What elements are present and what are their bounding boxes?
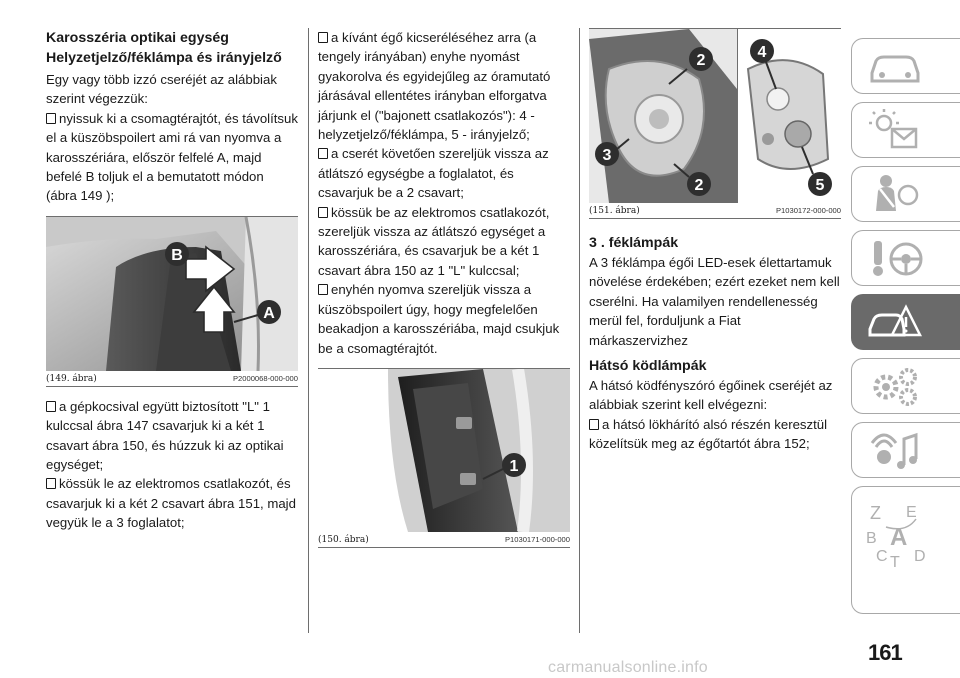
- fog-paragraph: A hátsó ködfényszóró égőinek cseréjét az alábbiak szerint kell elvégezni:: [589, 378, 833, 413]
- checkbox-bullet-icon: [318, 207, 328, 218]
- bullet-text: a cserét követően szereljük vissza az átlátszó egységbe a foglalatot, és csavarjuk be a 2 csavart;: [318, 146, 549, 201]
- alphabetical-index-icon: [866, 497, 936, 607]
- figure-149-caption: [46, 371, 298, 387]
- brake-paragraph: A 3 féklámpa égői LED-esek élettartamuk növelése érdekében; ezért ezeket nem kell cserélni. Ha valamilyen rendellenesség merül fel, forduljunk a Fiat márkaszervizhez: [589, 255, 840, 348]
- checkbox-bullet-icon: [318, 32, 328, 43]
- figure-149: [46, 216, 298, 387]
- figure-151-image: [589, 29, 841, 203]
- heading-fog-lights: Hátsó ködlámpák: [589, 358, 707, 375]
- checkbox-bullet-icon: [46, 113, 56, 124]
- figure-label-5: 5: [815, 177, 825, 194]
- tab-multimedia[interactable]: [851, 422, 960, 478]
- bullet-text: enyhén nyomva szereljük vissza a küszöbspoilert úgy, hogy megfelelően beakadjon a karosszériába, majd csukjuk be a csomagtérajtót.: [318, 282, 560, 356]
- bullet-item: [318, 28, 570, 144]
- index-letter: T: [890, 554, 900, 571]
- text-column-3: [589, 28, 841, 454]
- figure-label-a: A: [263, 304, 275, 322]
- figure-150-image: [318, 369, 570, 532]
- checkbox-bullet-icon: [318, 148, 328, 159]
- bullet-item: [46, 109, 298, 206]
- tab-seatbelt-airbag[interactable]: [851, 166, 960, 222]
- figure-151-inset: [737, 29, 841, 203]
- figure-number: (149. ábra): [46, 373, 97, 384]
- bullet-text: kössük le az elektromos csatlakozót, és csavarjuk ki a két 2 csavart ábra 151, majd vegyük le a 3 foglalatot;: [46, 476, 296, 531]
- tab-warning-lights[interactable]: [851, 102, 960, 158]
- checkbox-bullet-icon: [589, 419, 599, 430]
- bullet-text: kössük be az elektromos csatlakozót, szereljük vissza az átlátszó egységet a karosszériára, és csavarjuk be a két 1 csavart ábra 150 az 1 "L" kulccsal;: [318, 204, 550, 278]
- bullet-item: [318, 280, 570, 358]
- bullet-text: a hátsó lökhárító alsó részén keresztül közelítsük meg az égőtartót ábra 152;: [589, 416, 828, 452]
- figure-code: P1030171-000-000: [504, 534, 570, 544]
- warning-lights-icon: [866, 107, 926, 153]
- figure-label-1: 1: [509, 457, 519, 475]
- seatbelt-airbag-icon: [866, 171, 926, 217]
- tab-car-emergency[interactable]: [851, 294, 960, 350]
- index-letter: A: [890, 524, 908, 551]
- bullet-text: a gépkocsival együtt biztosított "L" 1 kulccsal ábra 147 csavarjuk ki a két 1 csavart ábra 150, és húzzuk ki az optikai egységet;: [46, 398, 284, 473]
- index-letter: Z: [870, 503, 881, 523]
- index-letter: E: [906, 504, 917, 521]
- watermark: carmanualsonline.info: [548, 659, 708, 676]
- figure-label-b: B: [171, 246, 183, 264]
- column-divider-2: [579, 28, 580, 633]
- figure-151-caption: [589, 203, 841, 219]
- index-letter: C: [876, 548, 888, 565]
- text-column-2: [318, 28, 570, 548]
- figure-150-caption: [318, 532, 570, 548]
- tab-car-dashboard[interactable]: [851, 38, 960, 94]
- heading-brake-lights: 3 . féklámpák: [589, 235, 679, 251]
- bullet-item: [318, 203, 570, 281]
- figure-number: (150. ábra): [318, 534, 369, 545]
- car-dashboard-icon: [866, 43, 926, 89]
- intro-paragraph: Egy vagy több izzó cseréjét az alábbiak szerint végezzük:: [46, 72, 277, 107]
- figure-number: (151. ábra): [589, 206, 640, 216]
- index-letter: D: [914, 548, 926, 565]
- figure-code: P1030172-000-000: [775, 206, 841, 215]
- key-steering-wheel-icon: [866, 235, 926, 281]
- subsection-title: Helyzetjelző/féklámpa és irányjelző: [46, 50, 282, 66]
- section-title: Karosszéria optikai egység: [46, 30, 229, 46]
- checkbox-bullet-icon: [318, 284, 328, 295]
- bullet-text: a kívánt égő kicseréléséhez arra (a tengely irányában) enyhe nyomást gyakorolva és egyidejűleg az óramutató járásával ellentétes irányban elforgatva járjunk el ("bajonett csatlakozós"): 4 - helyzetjelző/féklámpa, 5 - irányjelző;: [318, 30, 551, 143]
- checkbox-bullet-icon: [46, 401, 56, 412]
- figure-label-3: 3: [602, 147, 612, 164]
- bullet-item: [46, 474, 298, 532]
- figure-151: [589, 28, 841, 219]
- bullet-item: [589, 415, 841, 454]
- index-letter: B: [866, 530, 877, 547]
- figure-150: [318, 368, 570, 548]
- bullet-item: [46, 397, 298, 475]
- multimedia-icon: [866, 427, 926, 473]
- car-emergency-icon: [866, 299, 926, 345]
- figure-label-2-bottom: 2: [694, 177, 704, 194]
- tab-alphabetical-index[interactable]: [851, 486, 960, 614]
- tab-key-steering[interactable]: [851, 230, 960, 286]
- bullet-item: [318, 144, 570, 202]
- maintenance-gears-icon: [866, 363, 926, 409]
- column-divider-1: [308, 28, 309, 633]
- figure-code: P2000068-000-000: [232, 373, 298, 383]
- text-column-1: [46, 28, 298, 533]
- bullet-text: nyissuk ki a csomagtérajtót, és távolítsuk el a küszöbspoilert ami rá van nyomva a karosszériára, először felfelé A, majd befelé B toljuk el a bemutatott módon (ábra 149 );: [46, 110, 298, 204]
- tab-maintenance[interactable]: [851, 358, 960, 414]
- figure-label-2-top: 2: [696, 52, 706, 69]
- page-number: 161: [868, 640, 902, 665]
- checkbox-bullet-icon: [46, 478, 56, 489]
- figure-label-4: 4: [757, 44, 767, 61]
- figure-149-image: [46, 217, 298, 371]
